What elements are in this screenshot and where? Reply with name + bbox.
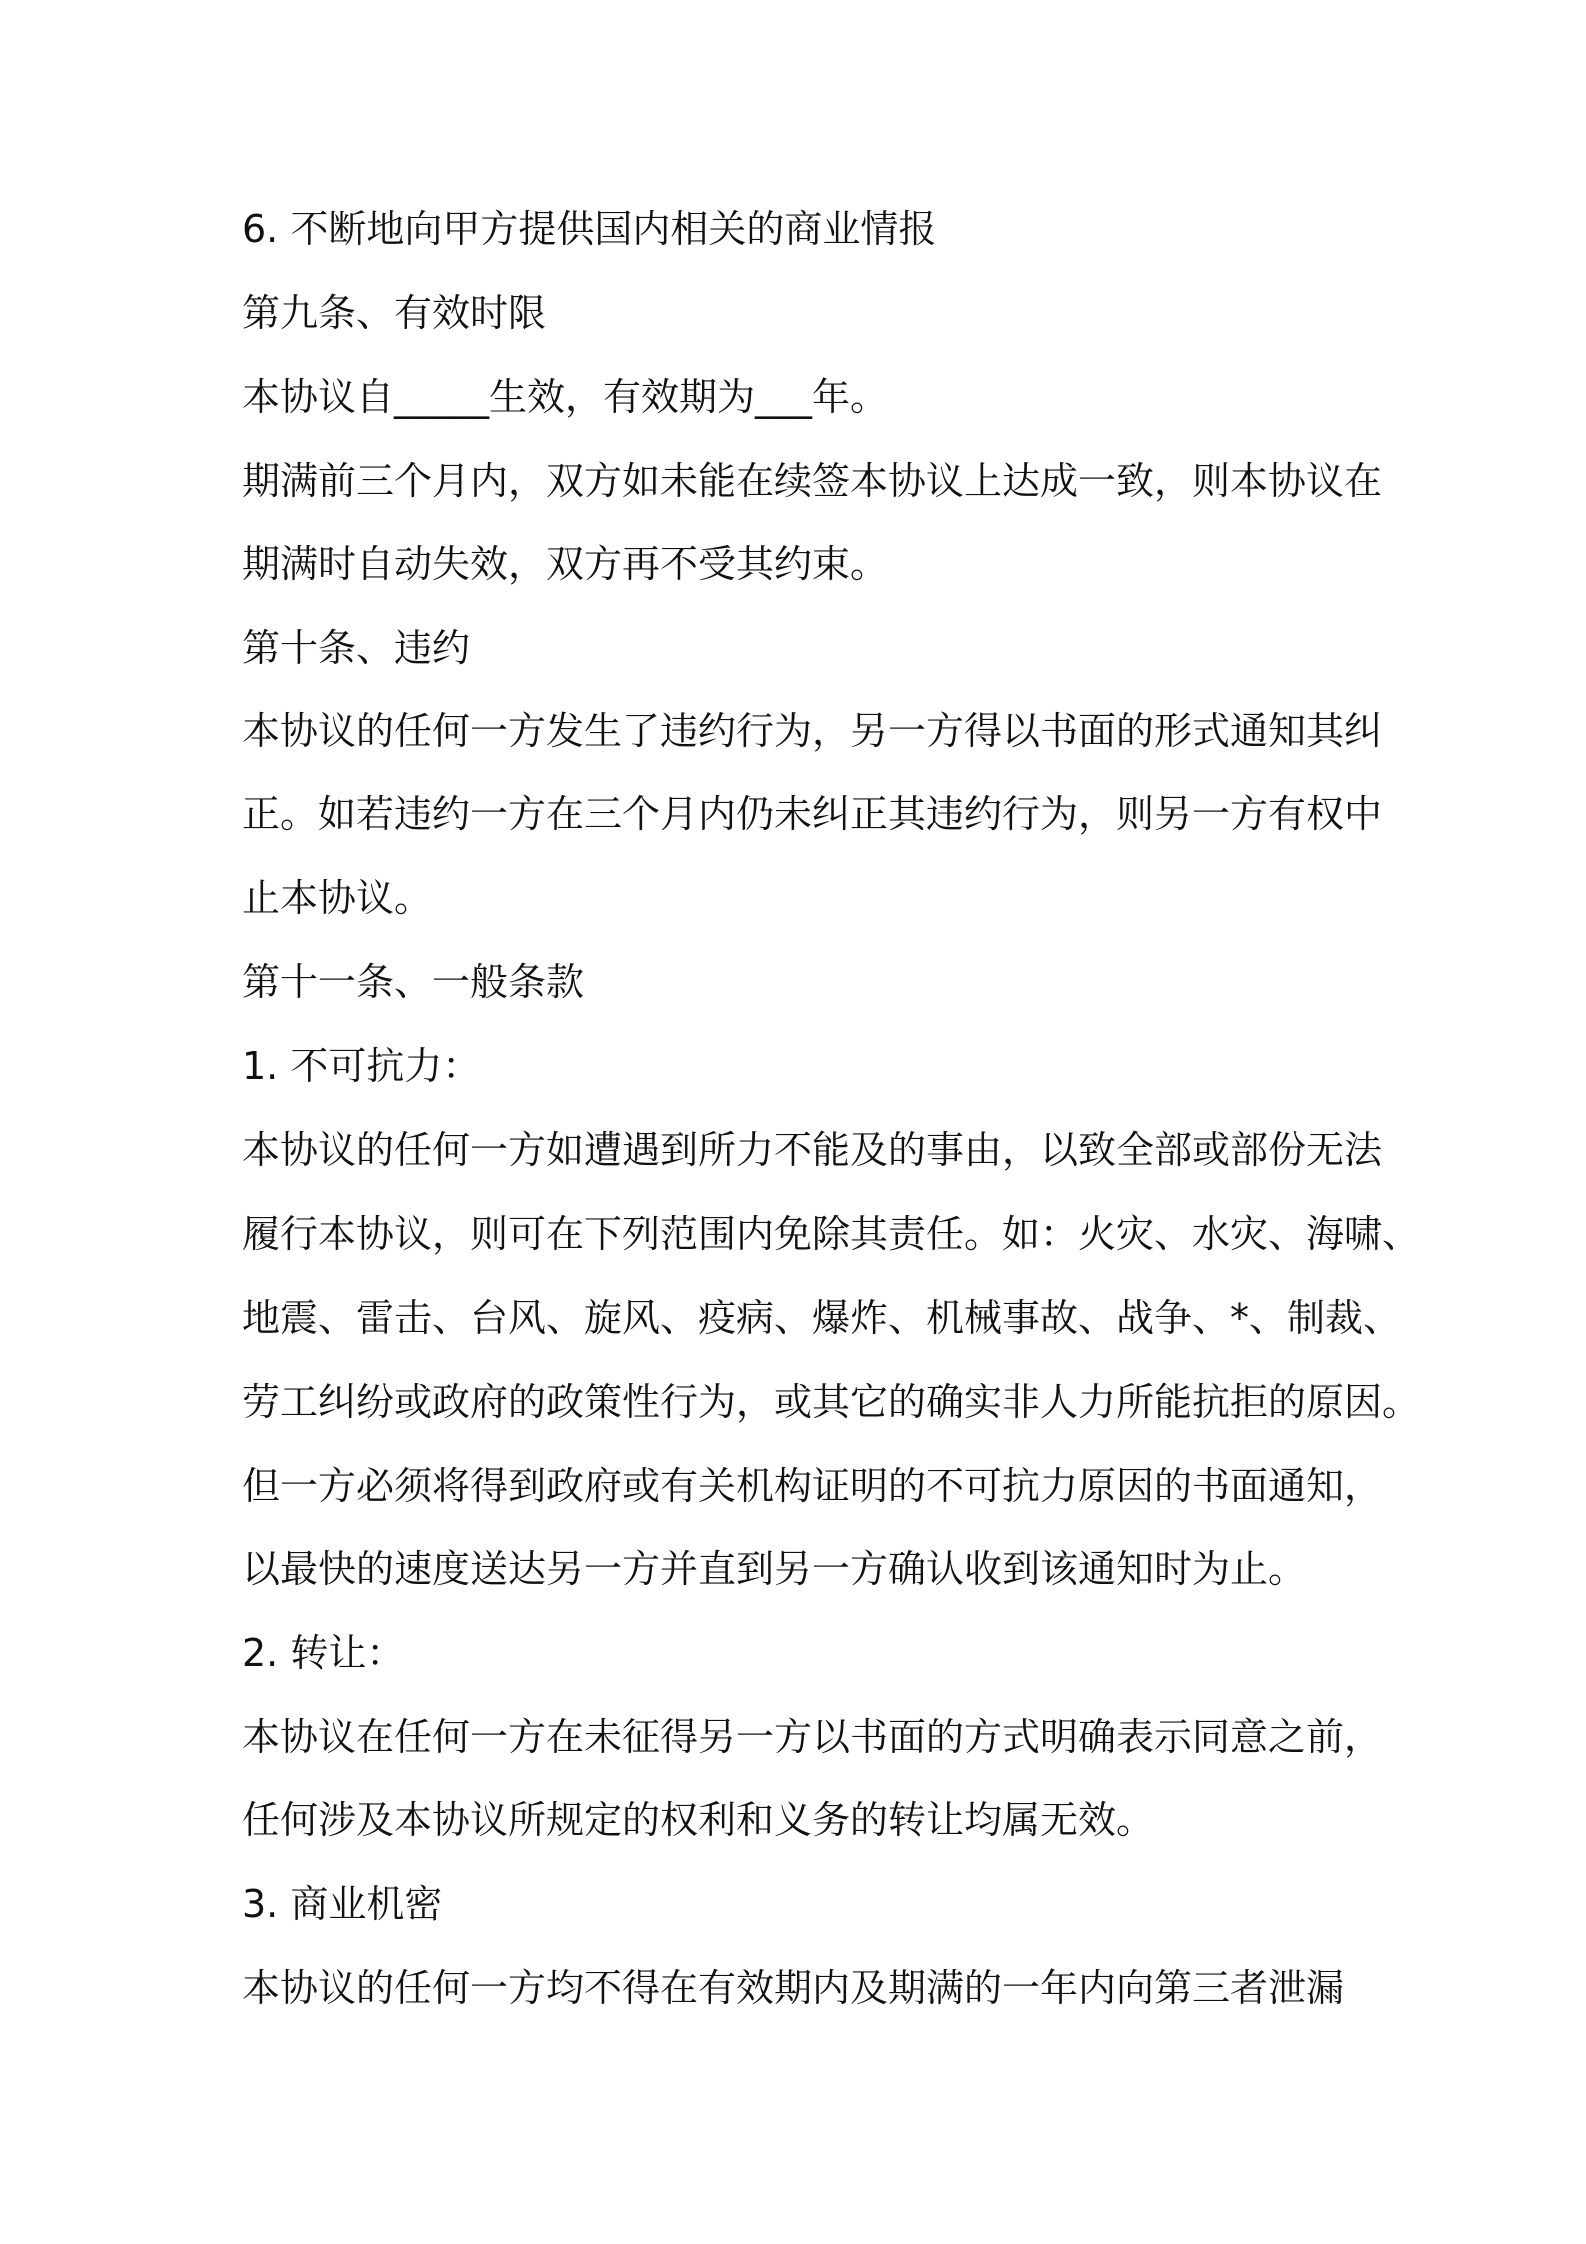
article-10-heading: 第十条、违约	[242, 626, 471, 670]
paragraph-line: 劳工纠纷或政府的政策性行为，或其它的确实非人力所能抗拒的原因。	[242, 1380, 1421, 1424]
clause-2-heading: 2. 转让：	[242, 1631, 405, 1675]
paragraph-line: 止本协议。	[242, 876, 433, 920]
article-9-heading: 第九条、有效时限	[242, 291, 547, 335]
paragraph-line: 期满时自动失效，双方再不受其约束。	[242, 542, 889, 586]
paragraph-line: 地震、雷击、台风、旋风、疫病、爆炸、机械事故、战争、*、制裁、	[242, 1296, 1402, 1340]
paragraph-line: 但一方必须将得到政府或有关机构证明的不可抗力原因的书面通知，	[242, 1464, 1383, 1508]
article-11-heading: 第十一条、一般条款	[242, 960, 585, 1004]
paragraph-line: 履行本协议，则可在下列范围内免除其责任。如：火灾、水灾、海啸、	[242, 1212, 1421, 1256]
paragraph-line: 任何涉及本协议所规定的权利和义务的转让均属无效。	[242, 1798, 1155, 1842]
clause-1-heading: 1. 不可抗力：	[242, 1044, 481, 1088]
paragraph-line: 正。如若违约一方在三个月内仍未纠正其违约行为，则另一方有权中	[242, 792, 1383, 836]
paragraph-line: 本协议自_____生效，有效期为___年。	[242, 375, 889, 419]
paragraph-line: 本协议的任何一方发生了违约行为，另一方得以书面的形式通知其纠	[242, 709, 1383, 753]
paragraph-line: 期满前三个月内，双方如未能在续签本协议上达成一致，则本协议在	[242, 459, 1383, 503]
clause-3-heading: 3. 商业机密	[242, 1882, 443, 1926]
paragraph-line: 本协议在任何一方在未征得另一方以书面的方式明确表示同意之前，	[242, 1715, 1383, 1759]
paragraph-line: 本协议的任何一方均不得在有效期内及期满的一年内向第三者泄漏	[242, 1966, 1345, 2010]
paragraph-line: 以最快的速度送达另一方并直到另一方确认收到该通知时为止。	[242, 1547, 1307, 1591]
paragraph-line: 本协议的任何一方如遭遇到所力不能及的事由，以致全部或部份无法	[242, 1128, 1383, 1172]
list-item-6: 6. 不断地向甲方提供国内相关的商业情报	[242, 207, 937, 251]
